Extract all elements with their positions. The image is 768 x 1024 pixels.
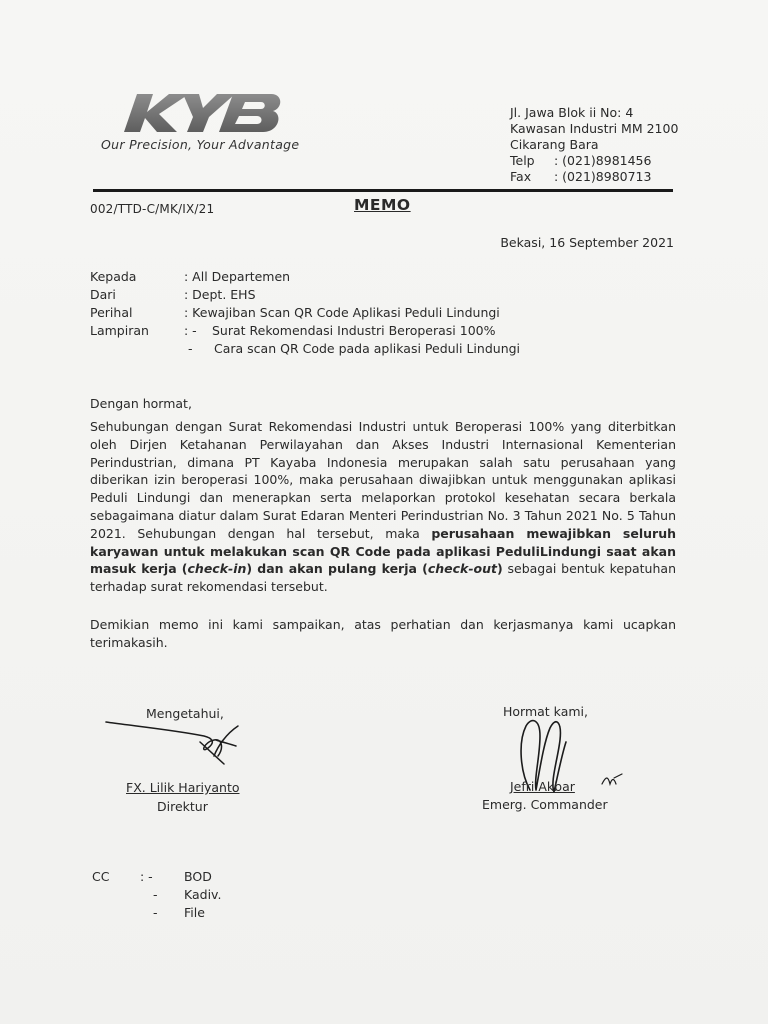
body-paragraph-2: Demikian memo ini kami sampaikan, atas perhatian dan kerjasmanya kami ucapkan terimakasih.: [90, 617, 676, 650]
salutation: Dengan hormat,: [90, 396, 192, 411]
kepada-label: Kepada: [90, 269, 137, 284]
field-perihal: [90, 304, 500, 322]
perihal-label: Perihal: [90, 305, 133, 320]
perihal-value: : Kewajiban Scan QR Code Aplikasi Peduli Lindungi: [184, 305, 500, 320]
field-dari: [90, 286, 256, 304]
cc-dash-3: -: [153, 905, 158, 920]
p1-bold-3: ): [497, 561, 503, 577]
field-lampiran: [90, 322, 496, 340]
memo-reference-number: 002/TTD-C/MK/IX/21: [90, 202, 215, 216]
kyb-logo: [123, 90, 283, 136]
cc-dash-2: -: [153, 887, 158, 902]
lampiran-row-2: [188, 340, 520, 358]
memo-title: MEMO: [354, 196, 411, 214]
lampiran-item-1: Surat Rekomendasi Industri Beroperasi 100%: [212, 323, 496, 338]
cc-row-3: [92, 904, 221, 922]
fax-label: Fax: [510, 169, 532, 184]
telp-value: : (021)8981456: [554, 153, 652, 168]
cc-row-2: [92, 886, 221, 904]
right-signature-title: Hormat kami,: [503, 704, 588, 719]
left-signatory-position: Direktur: [157, 799, 208, 814]
cc-item-kadiv: Kadiv.: [184, 887, 222, 902]
cc-item-file: File: [184, 905, 205, 920]
address-line-2: Kawasan Industri MM 2100: [510, 121, 679, 136]
lampiran-sep: : -: [184, 323, 197, 338]
left-signature-mark: [104, 712, 244, 772]
dari-value: : Dept. EHS: [184, 287, 256, 302]
address-line-1: Jl. Jawa Blok ii No: 4: [510, 105, 634, 120]
left-signature-title: Mengetahui,: [146, 706, 224, 721]
lampiran-label: Lampiran: [90, 323, 149, 338]
logo-tagline: Our Precision, Your Advantage: [101, 137, 300, 152]
right-signatory-position: Emerg. Commander: [482, 797, 608, 812]
memo-date: Bekasi, 16 September 2021: [500, 235, 674, 250]
telp-label: Telp: [510, 153, 535, 168]
kepada-value: : All Departemen: [184, 269, 291, 284]
p1-text-1: Sehubungan dengan Surat Rekomendasi Industri untuk Beroperasi 100% yang diterbitkan oleh Dirjen Ketahanan Perwilayahan dan Akses Industri Internasional Kementerian Perindustrian, dimana PT Kayaba Indonesia merupakan salah satu perusahaan yang diberikan izin beroperasi 100%, maka perusahaan diwajibkan untuk menggunakan aplikasi Peduli Lindungi dan menerapkan serta melaporkan protokol kesehatan secara berkala sebagaimana diatur dalam Surat Edaran Menteri Perindustrian No. 3 Tahun 2021 No. 5 Tahun 2021. Sehubungan dengan hal tersebut, maka: [90, 419, 676, 541]
p1-text-2: sebagai bentuk kepatuhan terhadap surat rekomendasi tersebut.: [90, 561, 676, 595]
p1-bold-2: ) dan akan pulang kerja (: [246, 561, 428, 577]
fax-value: : (021)8980713: [554, 169, 652, 184]
company-address: [510, 105, 678, 185]
field-kepada: [90, 268, 290, 286]
cc-row-1: [92, 868, 221, 886]
header-divider: [93, 189, 673, 192]
lampiran-dash: -: [188, 341, 193, 356]
left-signatory-name: FX. Lilik Hariyanto: [126, 780, 240, 795]
address-line-3: Cikarang Bara: [510, 137, 599, 152]
cc-label: CC: [92, 869, 110, 884]
body-paragraph-1: [90, 418, 676, 596]
cc-sep: : -: [140, 869, 153, 884]
address-fax: [510, 169, 678, 185]
right-signatory-name: Jefri Akbar: [510, 779, 575, 794]
dari-label: Dari: [90, 287, 116, 302]
address-telp: [510, 153, 678, 169]
p1-italic-checkin: check-in: [187, 561, 247, 577]
cc-item-bod: BOD: [184, 869, 212, 884]
cc-block: [92, 868, 221, 922]
p1-italic-checkout: check-out: [427, 561, 497, 577]
p1-bold-1: perusahaan mewajibkan seluruh karyawan untuk melakukan scan QR Code pada aplikasi PeduliLindungi saat akan masuk kerja (: [90, 525, 676, 577]
lampiran-item-2: Cara scan QR Code pada aplikasi Peduli Lindungi: [214, 341, 521, 356]
